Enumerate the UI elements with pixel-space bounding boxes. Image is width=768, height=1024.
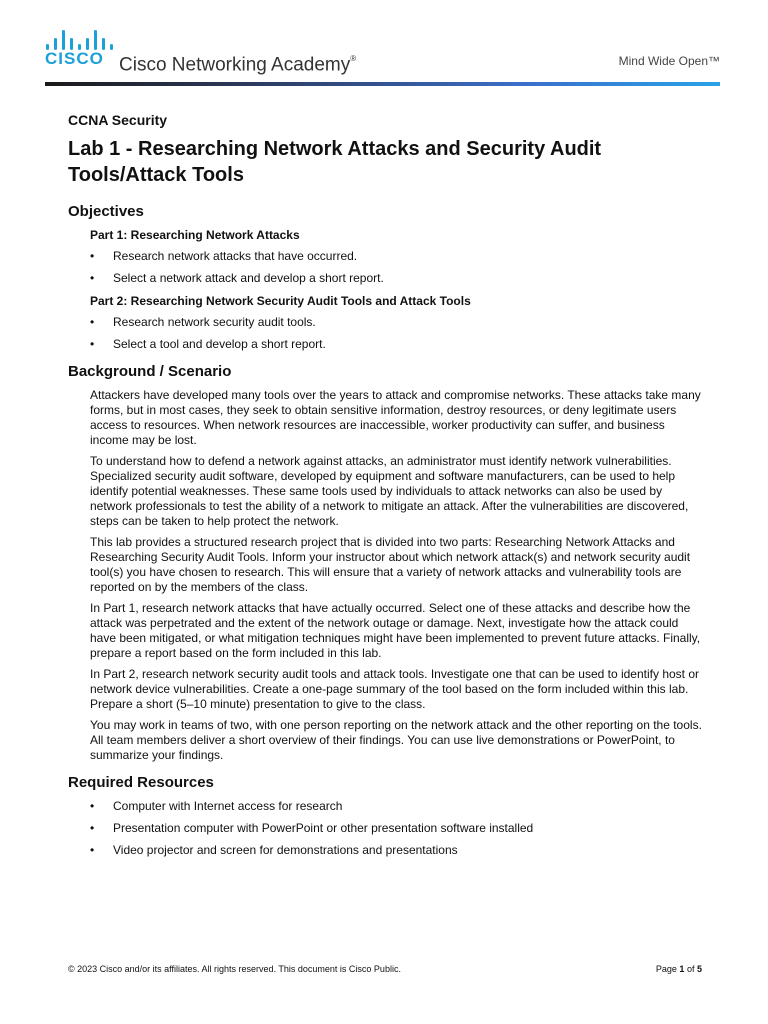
part1-label: Part 1: Researching Network Attacks	[90, 228, 300, 242]
part2-label: Part 2: Researching Network Security Audit Tools and Attack Tools	[90, 294, 471, 308]
paragraph: Attackers have developed many tools over the years to attack and compromise networks. These attacks take many forms, but in most cases, they seek to obtain sensitive information, destroy resources, or deny legitimate users access to resources. When network resources are inaccessible, worker productivity can suffer, and business income may be lost.	[90, 388, 701, 447]
resources-section	[68, 773, 704, 858]
paragraph: In Part 1, research network attacks that have actually occurred. Select one of these attacks and describe how the attack was perpetrated and the extent of the network outage or damage. Next, investigate how the attack could have been mitigated, or what mitigation techniques might have been implemented to prevent future attacks. Finally, prepare a report based on the form included in this lab.	[90, 601, 701, 660]
document-header	[45, 30, 720, 86]
list-item: • Video projector and screen for demonstrations and presentations	[90, 843, 458, 857]
background-section	[68, 362, 704, 763]
course-name: CCNA Security	[68, 112, 168, 128]
list-item: • Research network security audit tools.	[90, 315, 316, 329]
document-body	[68, 112, 704, 868]
list-item: • Computer with Internet access for research	[90, 799, 343, 813]
lab-title: Lab 1 - Researching Network Attacks and Security Audit Tools/Attack Tools	[68, 138, 602, 186]
copyright-notice: © 2023 Cisco and/or its affiliates. All rights reserved. This document is Cisco Public.	[68, 964, 401, 974]
paragraph: This lab provides a structured research project that is divided into two parts: Researching Network Attacks and Researching Security Audit Tools. Inform your instructor about which network attack(s) and network security audit tool(s) you have chosen to research. This will ensure that a variety of network attacks and vulnerability tools are reported on by the members of the class.	[90, 535, 691, 594]
cisco-bridge-icon	[46, 30, 114, 50]
paragraph: In Part 2, research network security audit tools and attack tools. Investigate one that can be used to identify host or network device vulnerabilities. Create a one-page summary of the tool based on the form included within this lab. Prepare a short (5–10 minute) presentation to give to the class.	[90, 667, 700, 711]
paragraph: You may work in teams of two, with one person reporting on the network attack and the other reporting on the tools. All team members deliver a short overview of their findings. You can use live demonstrations or PowerPoint, to summarize your findings.	[90, 718, 702, 762]
paragraph: To understand how to defend a network against attacks, an administrator must identify network vulnerabilities. Specialized security audit software, developed by equipment and software manufacturers, can be used to help identify potential weaknesses. These same tools used by individuals to attack networks can also be used by network professionals to test the ability of a network to mitigate an attack. After the vulnerabilities are discovered, steps can be taken to help protect the network.	[90, 454, 689, 528]
list-item: • Select a tool and develop a short report.	[90, 337, 326, 351]
list-item: • Research network attacks that have occurred.	[90, 249, 358, 263]
part2-list	[90, 315, 704, 352]
header-rule	[45, 82, 720, 86]
academy-name: Cisco Networking Academy®	[119, 54, 357, 76]
resources-heading: Required Resources	[68, 774, 214, 791]
cisco-wordmark: CISCO	[45, 49, 104, 68]
list-item: • Select a network attack and develop a short report.	[90, 271, 384, 285]
objectives-section	[68, 202, 704, 352]
tagline: Mind Wide Open™	[618, 54, 720, 68]
list-item: • Presentation computer with PowerPoint or other presentation software installed	[90, 821, 534, 835]
background-heading: Background / Scenario	[68, 363, 232, 380]
page-indicator: Page 1 of 5	[655, 964, 702, 974]
resources-list	[90, 799, 704, 858]
cisco-logo	[45, 30, 125, 70]
objectives-heading: Objectives	[68, 203, 144, 220]
part1-list	[90, 249, 704, 286]
